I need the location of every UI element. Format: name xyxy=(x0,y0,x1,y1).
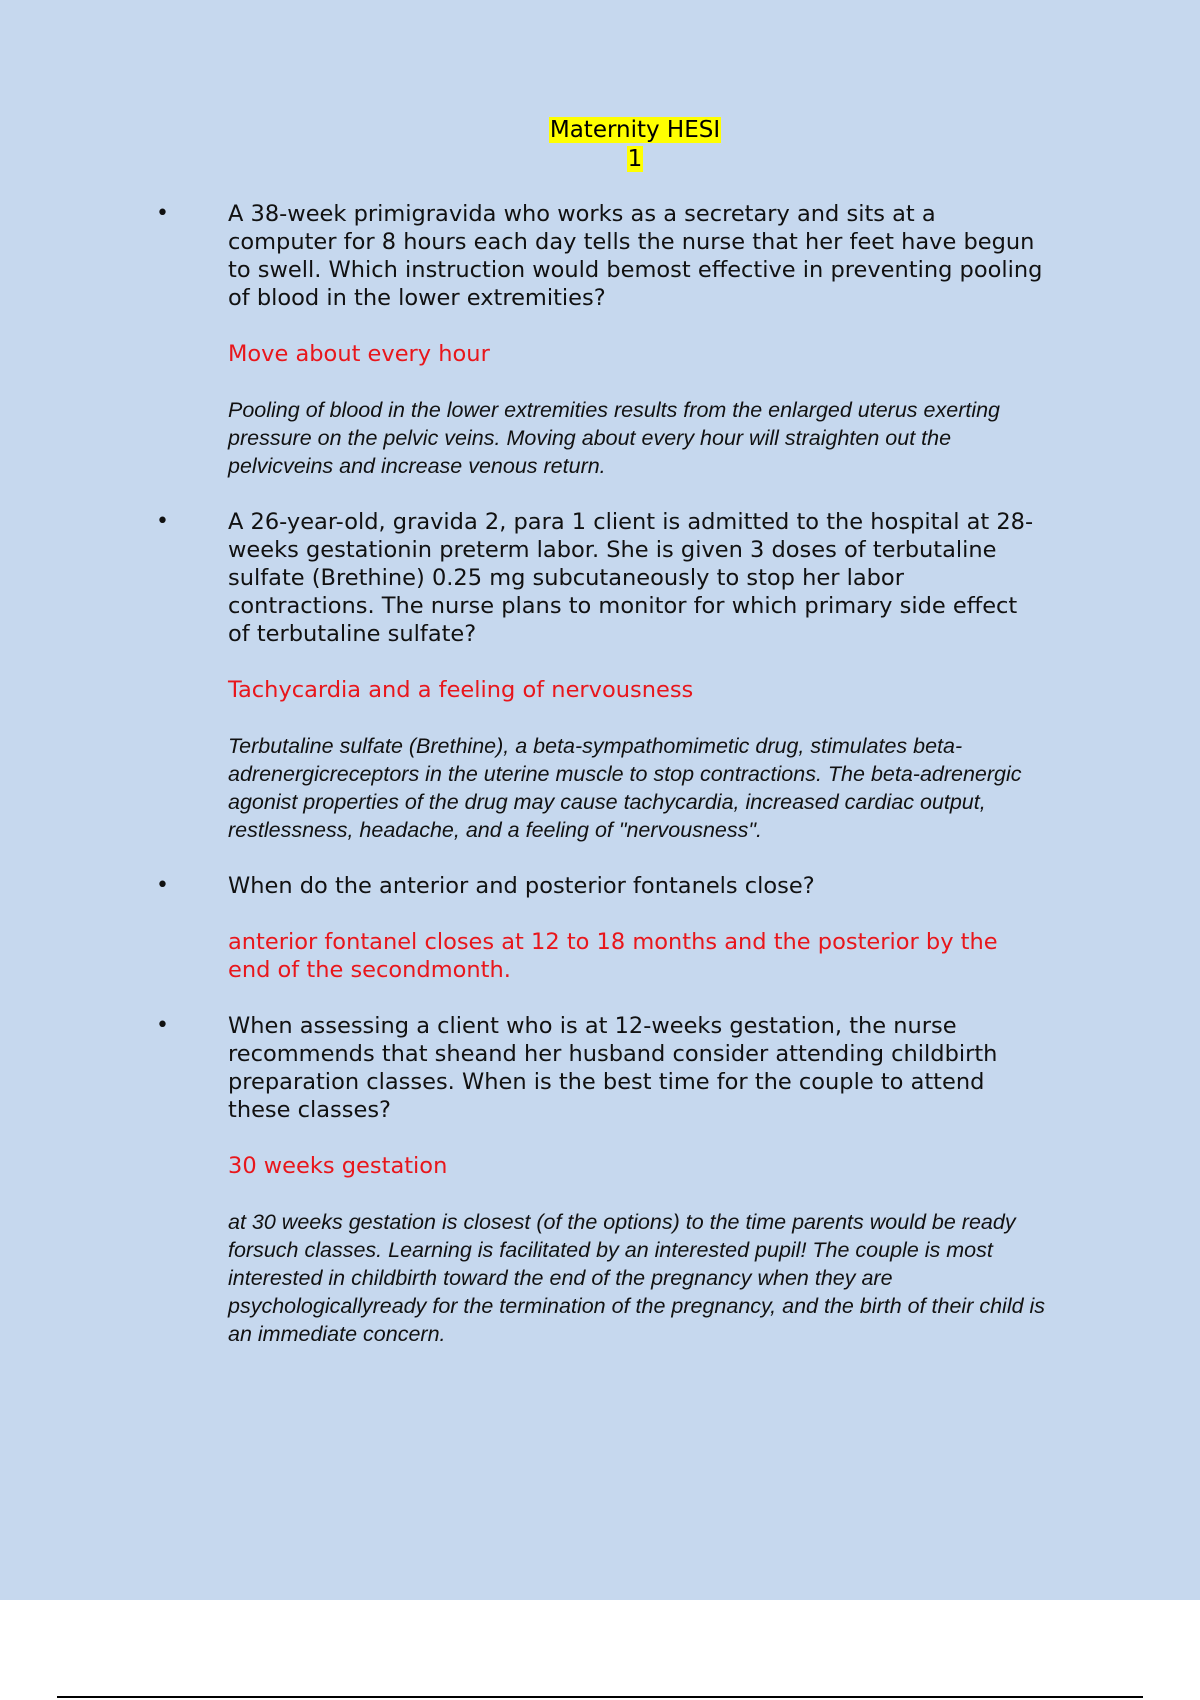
title-line-1: Maternity HESI xyxy=(549,117,721,143)
rationale-text: at 30 weeks gestation is closest (of the options) to the time parents would be ready forsuch classes. Learning is facilitated by an interested pupil! The couple is most interested in childbirth toward the end of the pregnancy when they are psychologicallyready for the termination of the pregnancy, and the birth of their child is an immediate concern. xyxy=(228,1210,1046,1346)
bullet-icon: • xyxy=(156,201,169,226)
title-line-2: 1 xyxy=(627,146,643,172)
question-item xyxy=(156,1012,1046,1124)
question-item xyxy=(156,508,1046,648)
rationale-text: Terbutaline sulfate (Brethine), a beta-sympathomimetic drug, stimulates beta-adrenergicreceptors in the uterine muscle to stop contractions. The beta-adrenergic agonist properties of the drug may cause tachycardia, increased cardiac output, restlessness, headache, and a feeling of "nervousness". xyxy=(228,734,1022,842)
document-title xyxy=(0,116,1200,174)
answer-text: 30 weeks gestation xyxy=(228,1153,448,1179)
answer-text: Move about every hour xyxy=(228,341,490,367)
footer-divider xyxy=(57,1696,1143,1698)
question-text: A 38-week primigravida who works as a secretary and sits at a computer for 8 hours each day tells the nurse that her feet have begun to swell. Which instruction would bemost effective in preventing pooling of blood in the lower extremities? xyxy=(228,201,1043,311)
bullet-icon: • xyxy=(156,1013,169,1038)
answer-text: Tachycardia and a feeling of nervousness xyxy=(228,677,694,703)
question-text: When do the anterior and posterior fontanels close? xyxy=(228,873,815,899)
bullet-icon: • xyxy=(156,509,169,534)
rationale-text: Pooling of blood in the lower extremities results from the enlarged uterus exerting pressure on the pelvic veins. Moving about every hour will straighten out the pelvicveins and increase venous return. xyxy=(228,398,1001,478)
answer-text: anterior fontanel closes at 12 to 18 months and the posterior by the end of the secondmonth. xyxy=(228,929,998,983)
question-item xyxy=(156,200,1046,312)
question-item xyxy=(156,872,1046,900)
question-text: When assessing a client who is at 12-weeks gestation, the nurse recommends that sheand her husband consider attending childbirth preparation classes. When is the best time for the couple to attend these classes? xyxy=(228,1013,998,1123)
question-list xyxy=(156,200,1046,1348)
question-text: A 26-year-old, gravida 2, para 1 client is admitted to the hospital at 28- weeks gestationin preterm labor. She is given 3 doses of terbutaline sulfate (Brethine) 0.25 mg subcutaneously to stop her labor contractions. The nurse plans to monitor for which primary side effect of terbutaline sulfate? xyxy=(228,509,1034,647)
bullet-icon: • xyxy=(156,873,169,898)
